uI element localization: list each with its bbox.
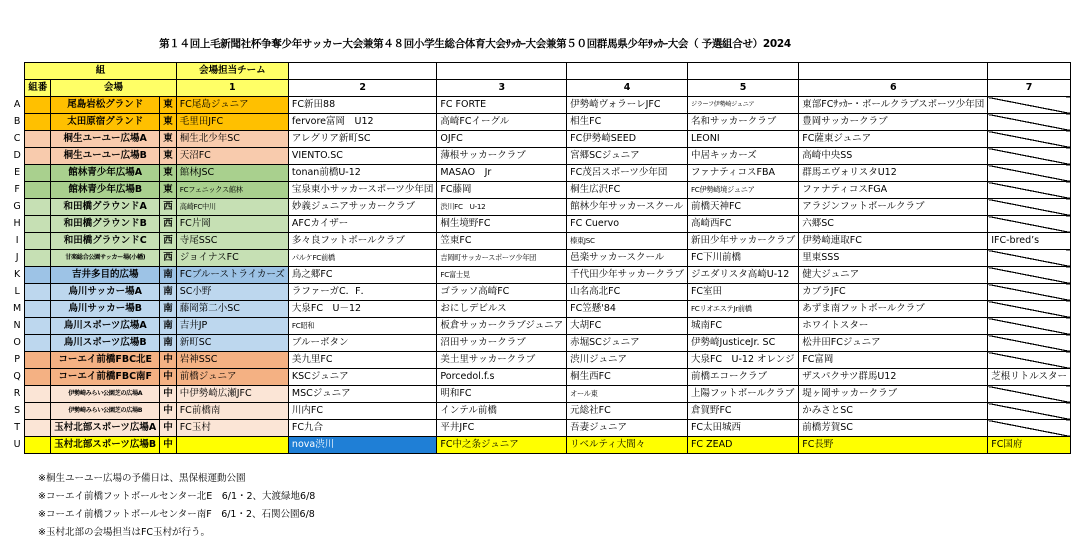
team-cell: ファナティコスFBA <box>687 165 798 182</box>
team-cell: 毛里田JFC <box>176 114 288 131</box>
team-cell: SC小野 <box>176 284 288 301</box>
team-cell: 桐生北少年SC <box>176 131 288 148</box>
region-cell: 中 <box>160 369 177 386</box>
venue-cell: 太田原宿グランド <box>51 114 160 131</box>
table-row <box>10 335 1070 352</box>
row-letter: I <box>15 235 19 246</box>
team-cell: 寺尾SSC <box>176 233 288 250</box>
group-no-cell <box>25 199 51 216</box>
row-letter: A <box>13 99 21 110</box>
team-cell: 高崎西FC <box>687 216 798 233</box>
team-cell: 川内FC <box>288 403 436 420</box>
team-cell: FC片岡 <box>176 216 288 233</box>
team-cell <box>988 216 1071 233</box>
team-cell: FCリオエステJr前橋 <box>687 301 798 318</box>
team-cell: LEONI <box>687 131 798 148</box>
region-cell: 中 <box>160 352 177 369</box>
header-row-2 <box>10 80 1070 97</box>
team-cell: 伊勢崎JusticeJr. SC <box>687 335 798 352</box>
team-cell: ブルーボタン <box>288 335 436 352</box>
table-row <box>10 216 1070 233</box>
team-cell: FC FORTE <box>437 97 567 114</box>
venue-cell: コーエイ前橋FBC北E <box>51 352 160 369</box>
group-no-cell <box>25 250 51 267</box>
team-cell <box>988 199 1071 216</box>
team-cell: FCブルーストライカーズ <box>176 267 288 284</box>
team-cell <box>988 267 1071 284</box>
team-cell: ホワイトスター <box>799 318 988 335</box>
region-cell: 西 <box>160 199 177 216</box>
group-no-cell <box>25 369 51 386</box>
note: ※玉村北部の会場担当はFC玉村が行う。 <box>38 527 211 538</box>
table-row <box>10 182 1070 199</box>
group-no-cell <box>25 335 51 352</box>
col-5-header: 5 <box>687 80 798 97</box>
team-cell: FC富岡 <box>799 352 988 369</box>
team-cell: AFCカイザー <box>288 216 436 233</box>
table-row <box>10 420 1070 437</box>
team-cell <box>988 148 1071 165</box>
row-letter: U <box>13 439 21 450</box>
row-letter: C <box>13 133 21 144</box>
team-cell: 桐生境野FC <box>437 216 567 233</box>
team-cell: FC笠懸'84 <box>567 301 688 318</box>
row-letter: S <box>14 405 21 416</box>
team-cell: 元総社FC <box>567 403 688 420</box>
col-1-header: 1 <box>176 80 288 97</box>
team-cell: 千代田少年サッカークラブ <box>567 267 688 284</box>
team-cell: 前橋芳賀SC <box>799 420 988 437</box>
team-cell: 里東SSS <box>799 250 988 267</box>
group-no-cell <box>25 301 51 318</box>
team-cell: 新町SC <box>176 335 288 352</box>
team-cell <box>988 352 1071 369</box>
team-cell: OJFC <box>437 131 567 148</box>
table-row <box>10 386 1070 403</box>
team-cell: 天沼FC <box>176 148 288 165</box>
region-cell: 西 <box>160 216 177 233</box>
team-cell: FC室田 <box>687 284 798 301</box>
team-cell: 宮郷SCジュニア <box>567 148 688 165</box>
team-cell: 六郷SC <box>799 216 988 233</box>
team-cell: 前橋エコークラブ <box>687 369 798 386</box>
group-no-cell <box>25 437 51 454</box>
team-cell: FC九合 <box>288 420 436 437</box>
row-letter: H <box>13 218 21 229</box>
region-cell: 中 <box>160 420 177 437</box>
team-cell: 群馬エヴォリスタU12 <box>799 165 988 182</box>
team-cell <box>988 403 1071 420</box>
team-cell: FC伊勢崎境ジュニア <box>687 182 798 199</box>
group-no-cell <box>25 97 51 114</box>
team-cell: 薄根サッカークラブ <box>437 148 567 165</box>
group-no-cell <box>25 165 51 182</box>
region-cell: 東 <box>160 182 177 199</box>
group-no-cell <box>25 148 51 165</box>
table-row <box>10 233 1070 250</box>
group-header: 組 <box>25 63 177 80</box>
team-cell: かみさとSC <box>799 403 988 420</box>
row-letter: N <box>13 320 21 331</box>
venue-cell: 尾島岩松グランド <box>51 97 160 114</box>
region-cell: 東 <box>160 165 177 182</box>
team-cell: 城南FC <box>687 318 798 335</box>
venue-cell: 桐生ユーユー広場B <box>51 148 160 165</box>
table-row <box>10 250 1070 267</box>
row-letter: Q <box>13 371 21 382</box>
team-cell: 高崎FCイーグル <box>437 114 567 131</box>
team-cell: 板倉サッカークラブジュニア <box>437 318 567 335</box>
venue-cell: 烏川サッカー場B <box>51 301 160 318</box>
group-no-cell <box>25 318 51 335</box>
note: ※桐生ユーユー広場の予備日は、黒保根運動公園 <box>38 473 246 484</box>
team-cell: 邑楽サッカースクール <box>567 250 688 267</box>
group-no-cell <box>25 233 51 250</box>
team-cell: 堤ヶ岡サッカークラブ <box>799 386 988 403</box>
team-cell: 伊勢崎ヴォラーレJFC <box>567 97 688 114</box>
team-cell: FC尾島ジュニア <box>176 97 288 114</box>
team-cell <box>988 318 1071 335</box>
table-row <box>10 352 1070 369</box>
region-cell: 西 <box>160 233 177 250</box>
region-cell: 東 <box>160 131 177 148</box>
team-cell: 吾妻ジュニア <box>567 420 688 437</box>
venue-cell: 伊勢崎みらい公園芝の広場B <box>51 403 160 420</box>
team-cell: FC茂呂スポーツ少年団 <box>567 165 688 182</box>
team-cell <box>988 386 1071 403</box>
team-cell: アラジンフットボールクラブ <box>799 199 988 216</box>
team-cell: MSCジュニア <box>288 386 436 403</box>
table-row <box>10 165 1070 182</box>
team-cell: ファナティコスFGA <box>799 182 988 199</box>
group-no-cell <box>25 216 51 233</box>
group-no-cell <box>25 420 51 437</box>
team-cell: 芝根リトルスター <box>988 369 1071 386</box>
team-cell <box>988 97 1071 114</box>
row-letter: D <box>13 150 21 161</box>
team-cell: FC昭和 <box>288 318 436 335</box>
team-cell: FC薩東ジュニア <box>799 131 988 148</box>
team-cell: 館林JSC <box>176 165 288 182</box>
team-cell: 平井JFC <box>437 420 567 437</box>
team-cell: 健大ジュニア <box>799 267 988 284</box>
region-cell: 西 <box>160 250 177 267</box>
region-cell: 東 <box>160 114 177 131</box>
table-row <box>10 97 1070 114</box>
team-cell: 明和FC <box>437 386 567 403</box>
table-row <box>10 369 1070 386</box>
table-row <box>10 301 1070 318</box>
venue-cell: 玉村北部スポーツ広場A <box>51 420 160 437</box>
team-cell: FC太田城西 <box>687 420 798 437</box>
team-cell <box>988 114 1071 131</box>
region-cell: 南 <box>160 318 177 335</box>
team-cell: FC伊勢崎SEED <box>567 131 688 148</box>
team-cell: 豊岡サッカークラブ <box>799 114 988 131</box>
team-cell: リベルティ大間々 <box>567 437 688 454</box>
team-cell <box>988 131 1071 148</box>
col-3-header: 3 <box>437 80 567 97</box>
team-cell: FC国府 <box>988 437 1071 454</box>
team-cell: 名和サッカークラブ <box>687 114 798 131</box>
team-cell: 前橋ジュニア <box>176 369 288 386</box>
team-cell: 高崎FC中川 <box>176 199 288 216</box>
venue-cell: 桐生ユーユー広場A <box>51 131 160 148</box>
row-letter: R <box>13 388 21 399</box>
team-cell: FC下川前橋 <box>687 250 798 267</box>
group-no-cell <box>25 284 51 301</box>
team-cell: 笠東FC <box>437 233 567 250</box>
team-cell: 榛東JSC <box>567 233 688 250</box>
team-cell: 大胡FC <box>567 318 688 335</box>
team-cell: FC Cuervo <box>567 216 688 233</box>
team-cell: 鳥之郷FC <box>288 267 436 284</box>
team-cell: FC長野 <box>799 437 988 454</box>
team-cell: 相生FC <box>567 114 688 131</box>
col-7-header: 7 <box>988 80 1071 97</box>
region-cell: 東 <box>160 97 177 114</box>
venue-cell: 館林青少年広場A <box>51 165 160 182</box>
team-cell: 渋川FC U-12 <box>437 199 567 216</box>
venue-cell: 和田橋グラウンドC <box>51 233 160 250</box>
team-cell: ジラーフ伊勢崎ジュニア <box>687 97 798 114</box>
group-no-cell <box>25 131 51 148</box>
team-cell: 上陽フットボールクラブ <box>687 386 798 403</box>
team-cell: おにしデビルス <box>437 301 567 318</box>
region-cell: 中 <box>160 437 177 454</box>
team-cell: IFC-bred’s <box>988 233 1071 250</box>
team-cell: 沼田サッカークラブ <box>437 335 567 352</box>
region-cell: 南 <box>160 335 177 352</box>
row-letter: O <box>13 337 21 348</box>
team-cell: 中居キッカーズ <box>687 148 798 165</box>
note: ※コーエイ前橋フットボールセンター北E 6/1・2、大渡緑地6/8 <box>38 491 316 502</box>
row-letter: B <box>13 116 21 127</box>
group-no-cell <box>25 386 51 403</box>
region-cell: 中 <box>160 403 177 420</box>
row-letter: J <box>15 252 19 263</box>
venue-header: 会場 <box>51 80 177 97</box>
venue-cell: 伊勢崎みらい公園芝の広場A <box>51 386 160 403</box>
team-cell: 渋川ジュニア <box>567 352 688 369</box>
team-cell: FC新田88 <box>288 97 436 114</box>
team-cell: FCフェニックス館林 <box>176 182 288 199</box>
table-row <box>10 148 1070 165</box>
group-no-cell <box>25 352 51 369</box>
team-cell: nova渋川 <box>288 437 436 454</box>
row-letter: P <box>14 354 20 365</box>
team-cell: KSCジュニア <box>288 369 436 386</box>
group-no-header: 組番 <box>25 80 51 97</box>
table-row <box>10 114 1070 131</box>
team-cell <box>988 250 1071 267</box>
row-letter: K <box>13 269 21 280</box>
team-cell: カブラJFC <box>799 284 988 301</box>
notes <box>38 470 315 542</box>
team-cell: 吉井JP <box>176 318 288 335</box>
team-cell <box>988 335 1071 352</box>
region-cell: 南 <box>160 301 177 318</box>
row-letter: F <box>14 184 20 195</box>
page-title: 第１４回上毛新聞社杯争奪少年サッカー大会兼第４８回小学生総合体育大会ｻｯｶｰ大会兼第５０回群馬県少年ｻｯｶｰ大会（ 予選組合せ）2024 <box>159 38 791 50</box>
venue-team-header: 会場担当チーム <box>176 63 288 80</box>
venue-cell: 吉井多目的広場 <box>51 267 160 284</box>
venue-cell: 和田橋グラウンドA <box>51 199 160 216</box>
region-cell: 中 <box>160 386 177 403</box>
team-cell: 桐生西FC <box>567 369 688 386</box>
team-cell <box>988 284 1071 301</box>
team-cell: FC前橋南 <box>176 403 288 420</box>
region-cell: 南 <box>160 267 177 284</box>
table-row <box>10 131 1070 148</box>
team-cell: ゴラッソ高崎FC <box>437 284 567 301</box>
team-cell: 妙義ジュニアサッカークラブ <box>288 199 436 216</box>
team-cell: 前橋天神FC <box>687 199 798 216</box>
team-cell: 多々良フットボールクラブ <box>288 233 436 250</box>
col-2-header: 2 <box>288 80 436 97</box>
team-cell: 松井田FCジュニア <box>799 335 988 352</box>
venue-cell: 和田橋グラウンドB <box>51 216 160 233</box>
team-cell: 大泉FC U-12 オレンジ <box>687 352 798 369</box>
team-cell: MASAO Jr <box>437 165 567 182</box>
venue-cell: 烏川スポーツ広場B <box>51 335 160 352</box>
team-cell: 赤堀SCジュニア <box>567 335 688 352</box>
team-cell: アレグリア新町SC <box>288 131 436 148</box>
team-cell <box>988 301 1071 318</box>
team-cell: 新田少年サッカークラブ <box>687 233 798 250</box>
row-letter: M <box>13 303 22 314</box>
team-cell: 伊勢崎連取FC <box>799 233 988 250</box>
team-cell: tonan前橋U-12 <box>288 165 436 182</box>
venue-cell: 烏川サッカー場A <box>51 284 160 301</box>
team-cell: FC富士見 <box>437 267 567 284</box>
team-cell <box>988 420 1071 437</box>
row-letter: E <box>14 167 21 178</box>
team-cell: 東部FCｻｯｶｰ・ボールクラブスポーツ少年団 <box>799 97 988 114</box>
team-cell: 美土里サッカークラブ <box>437 352 567 369</box>
team-cell <box>176 437 288 454</box>
group-no-cell <box>25 267 51 284</box>
table-row <box>10 284 1070 301</box>
team-cell: 大泉FC U－12 <box>288 301 436 318</box>
team-cell: VIENTO.SC <box>288 148 436 165</box>
col-6-header: 6 <box>799 80 988 97</box>
row-letter: L <box>14 286 20 297</box>
team-cell: 山名高北FC <box>567 284 688 301</box>
group-no-cell <box>25 403 51 420</box>
group-no-cell <box>25 114 51 131</box>
team-cell: 藤岡第二小SC <box>176 301 288 318</box>
team-cell: 宝泉東小サッカースポーツ少年団 <box>288 182 436 199</box>
team-cell: FC中之条ジュニア <box>437 437 567 454</box>
team-cell: fervore富岡 U12 <box>288 114 436 131</box>
note: ※コーエイ前橋フットボールセンター南F 6/1・2、石関公園6/8 <box>38 509 315 520</box>
team-cell: FC ZEAD <box>687 437 798 454</box>
schedule-table <box>10 62 1071 454</box>
region-cell: 東 <box>160 148 177 165</box>
team-cell: ザスパクサツ群馬U12 <box>799 369 988 386</box>
group-no-cell <box>25 182 51 199</box>
venue-cell: 館林青少年広場B <box>51 182 160 199</box>
table-row <box>10 267 1070 284</box>
venue-cell: 玉村北部スポーツ広場B <box>51 437 160 454</box>
team-cell: オール東 <box>567 386 688 403</box>
table-row <box>10 318 1070 335</box>
table-row <box>10 403 1070 420</box>
team-cell: 倉賀野FC <box>687 403 798 420</box>
region-cell: 南 <box>160 284 177 301</box>
col-4-header: 4 <box>567 80 688 97</box>
team-cell <box>988 165 1071 182</box>
row-letter: G <box>13 201 21 212</box>
team-cell: ジョイナスFC <box>176 250 288 267</box>
venue-cell: 甘楽総合公園サッカー場(小幡) <box>51 250 160 267</box>
team-cell: 美九里FC <box>288 352 436 369</box>
team-cell: FC玉村 <box>176 420 288 437</box>
team-cell: 桐生広沢FC <box>567 182 688 199</box>
team-cell: 館林少年サッカースクール <box>567 199 688 216</box>
team-cell: 高崎中央SS <box>799 148 988 165</box>
team-cell: FC藤岡 <box>437 182 567 199</box>
team-cell: 吉岡町サッカースポーツ少年団 <box>437 250 567 267</box>
table-row <box>10 437 1070 454</box>
team-cell: ジエダリスタ高崎U-12 <box>687 267 798 284</box>
team-cell: 中伊勢崎広瀬JFC <box>176 386 288 403</box>
table-row <box>10 199 1070 216</box>
team-cell <box>988 182 1071 199</box>
team-cell: Porcedol.f.s <box>437 369 567 386</box>
venue-cell: コーエイ前橋FBC南F <box>51 369 160 386</box>
team-cell: パルケFC前橋 <box>288 250 436 267</box>
row-letter: T <box>14 422 20 433</box>
venue-cell: 烏川スポーツ広場A <box>51 318 160 335</box>
header-row-1 <box>10 63 1070 80</box>
team-cell: 岩神SSC <box>176 352 288 369</box>
team-cell: ラファーガC．F． <box>288 284 436 301</box>
team-cell: インテル前橋 <box>437 403 567 420</box>
team-cell: あずま南フットボールクラブ <box>799 301 988 318</box>
